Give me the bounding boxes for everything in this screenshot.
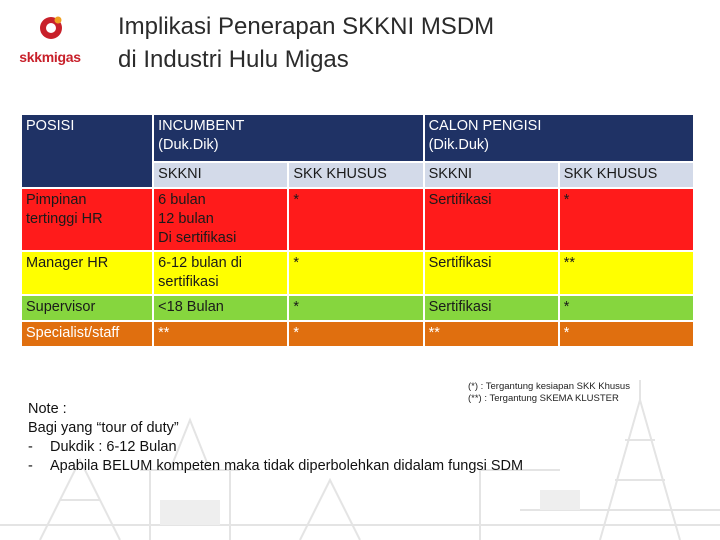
- cell-incumbent-skk-khusus: *: [289, 322, 422, 346]
- cell-calon-skk-khusus: *: [560, 296, 693, 320]
- skkmigas-wordmark: skkmigas: [19, 49, 81, 65]
- cell-posisi: Specialist/staff: [22, 322, 152, 346]
- slide-title: [118, 10, 494, 76]
- table-row: [22, 296, 693, 320]
- table-header-row: [22, 115, 693, 161]
- table-row: [22, 189, 693, 250]
- subheader-incumbent-skk-khusus: SKK KHUSUS: [289, 163, 422, 187]
- cell-calon-skkni: Sertifikasi: [425, 296, 558, 320]
- cell-calon-skkni: **: [425, 322, 558, 346]
- legend-single-asterisk: (*) : Tergantung kesiapan SKK Khusus: [468, 381, 630, 392]
- table-row: [22, 322, 693, 346]
- cell-incumbent-skk-khusus: *: [289, 189, 422, 250]
- note-item-text: Apabila BELUM kompeten maka tidak diperbolehkan didalam fungsi SDM: [50, 458, 524, 474]
- note-item-text: Dukdik : 6-12 Bulan: [50, 439, 177, 455]
- cell-calon-skkni: Sertifikasi: [425, 189, 558, 250]
- cell-incumbent-skkni: **: [154, 322, 287, 346]
- slide-title-line-2: di Industri Hulu Migas: [118, 46, 349, 73]
- note-bullet: -: [28, 439, 33, 455]
- header-posisi: POSISI: [22, 115, 152, 187]
- header-calon-pengisi: CALON PENGISI (Dik.Duk): [425, 115, 693, 161]
- cell-calon-skk-khusus: *: [560, 189, 693, 250]
- table-row: [22, 252, 693, 294]
- header-incumbent: INCUMBENT (Duk.Dik): [154, 115, 422, 161]
- cell-incumbent-skkni: 6 bulan 12 bulan Di sertifikasi: [154, 189, 287, 250]
- cell-calon-skk-khusus: *: [560, 322, 693, 346]
- skkni-implication-table: [20, 113, 695, 348]
- cell-incumbent-skkni: 6-12 bulan di sertifikasi: [154, 252, 287, 294]
- cell-posisi: Supervisor: [22, 296, 152, 320]
- cell-posisi: Pimpinan tertinggi HR: [22, 189, 152, 250]
- cell-calon-skkni: Sertifikasi: [425, 252, 558, 294]
- note-item: [28, 457, 523, 476]
- skkmigas-logo-mark: [36, 14, 66, 44]
- cell-incumbent-skk-khusus: *: [289, 296, 422, 320]
- legend-double-asterisk: (**) : Tergantung SKEMA KLUSTER: [468, 393, 619, 404]
- cell-calon-skk-khusus: **: [560, 252, 693, 294]
- note-intro: Bagi yang “tour of duty”: [28, 420, 179, 436]
- skkmigas-logo: [14, 14, 86, 74]
- slide-title-line-1: Implikasi Penerapan SKKNI MSDM: [118, 13, 495, 40]
- note-block: [28, 400, 523, 476]
- note-item: [28, 438, 523, 457]
- subheader-calon-skkni: SKKNI: [425, 163, 558, 187]
- subheader-calon-skk-khusus: SKK KHUSUS: [560, 163, 693, 187]
- cell-posisi: Manager HR: [22, 252, 152, 294]
- note-bullet: -: [28, 458, 33, 474]
- cell-incumbent-skk-khusus: *: [289, 252, 422, 294]
- note-heading: Note :: [28, 401, 67, 417]
- subheader-incumbent-skkni: SKKNI: [154, 163, 287, 187]
- cell-incumbent-skkni: <18 Bulan: [154, 296, 287, 320]
